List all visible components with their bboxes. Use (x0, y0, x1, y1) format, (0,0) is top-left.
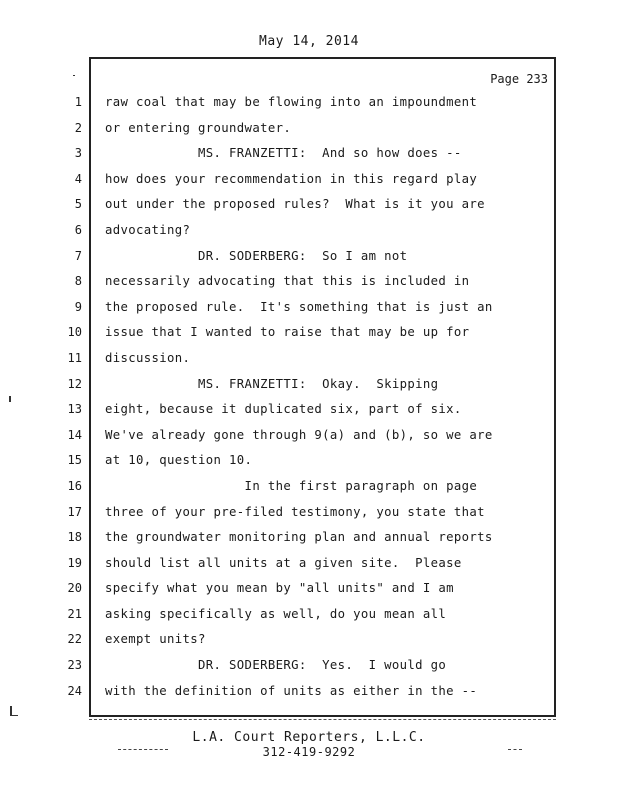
transcript-line: DR. SODERBERG: Yes. I would go (105, 658, 447, 673)
footer-phone: 312-419-9292 (262, 745, 356, 759)
line-number: 23 (67, 658, 82, 673)
transcript-line: or entering groundwater. (105, 120, 292, 135)
line-number: 10 (67, 325, 82, 340)
scan-speck (9, 396, 11, 402)
scan-speck (12, 715, 18, 716)
line-number: 24 (67, 683, 82, 698)
line-number: 9 (74, 299, 82, 314)
transcript-line: We've already gone through 9(a) and (b), so we are (105, 427, 493, 442)
transcript-body (105, 92, 545, 706)
footer-company: L.A. Court Reporters, L.L.C. (192, 730, 426, 745)
line-number-column (60, 92, 82, 706)
line-number: 14 (67, 427, 82, 442)
line-number: 22 (67, 632, 82, 647)
line-number: 2 (74, 120, 82, 135)
transcript-line: the proposed rule. It's something that is just an (105, 299, 493, 314)
page-number: Page 233 (490, 72, 548, 86)
transcript-line: discussion. (105, 350, 191, 365)
transcript-line: raw coal that may be flowing into an impoundment (105, 95, 478, 109)
line-number: 17 (67, 504, 82, 519)
header-date: May 14, 2014 (259, 34, 359, 49)
line-number: 20 (67, 581, 82, 596)
line-number: 7 (74, 248, 82, 263)
transcript-line: eight, because it duplicated six, part of six. (105, 402, 462, 417)
transcript-line: the groundwater monitoring plan and annual reports (105, 530, 493, 545)
transcript-line: DR. SODERBERG: So I am not (105, 248, 408, 263)
transcript-line: specify what you mean by "all units" and I am (105, 581, 454, 596)
frame-bottom-rule (89, 719, 556, 720)
footer-left-dash (118, 749, 168, 750)
line-number: 3 (74, 146, 82, 161)
transcript-line: how does your recommendation in this regard play (105, 171, 478, 186)
line-number: 4 (74, 171, 82, 186)
line-number: 18 (67, 530, 82, 545)
line-number: 16 (67, 478, 82, 493)
line-number: 19 (67, 555, 82, 570)
transcript-line: with the definition of units as either in the -- (105, 683, 478, 698)
transcript-line: In the first paragraph on page (105, 478, 478, 493)
line-number: 15 (67, 453, 82, 468)
line-number: 21 (67, 606, 82, 621)
line-number: 5 (74, 197, 82, 212)
transcript-line: asking specifically as well, do you mean all (105, 606, 447, 621)
footer-right-dash (508, 749, 522, 750)
transcript-line: necessarily advocating that this is included in (105, 274, 470, 289)
transcript-line: advocating? (105, 222, 191, 237)
line-number: 12 (67, 376, 82, 391)
line-number: 6 (74, 222, 82, 237)
transcript-line: out under the proposed rules? What is it you are (105, 197, 485, 212)
scan-speck (73, 75, 75, 76)
transcript-line: issue that I wanted to raise that may be up for (105, 325, 470, 340)
line-number: 11 (67, 350, 82, 365)
transcript-line: exempt units? (105, 632, 206, 647)
line-number: 13 (67, 402, 82, 417)
line-number: 8 (74, 274, 82, 289)
transcript-line: three of your pre-filed testimony, you state that (105, 504, 485, 519)
line-number: 1 (74, 95, 82, 109)
transcript-line: MS. FRANZETTI: Okay. Skipping (105, 376, 439, 391)
transcript-line: should list all units at a given site. Please (105, 555, 462, 570)
transcript-line: at 10, question 10. (105, 453, 253, 468)
transcript-line: MS. FRANZETTI: And so how does -- (105, 146, 462, 161)
